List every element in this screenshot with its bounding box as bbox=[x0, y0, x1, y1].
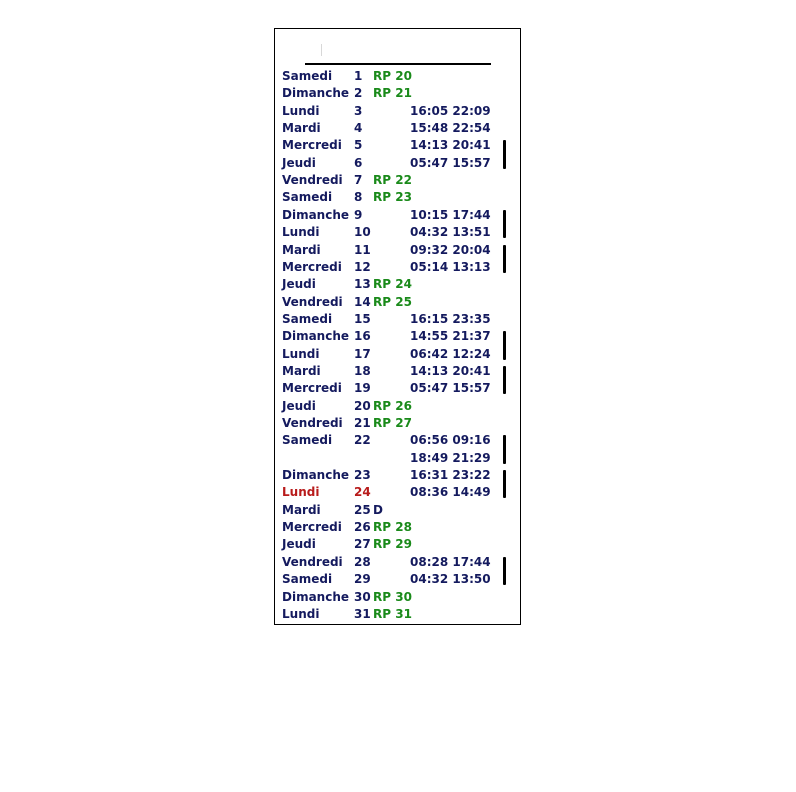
day-name: Mardi bbox=[282, 243, 321, 257]
day-number: 30 bbox=[354, 590, 371, 604]
day-number: 24 bbox=[354, 485, 371, 499]
shift-times: 18:49 21:29 bbox=[410, 451, 491, 465]
bracket-bar bbox=[503, 140, 506, 169]
day-number: 10 bbox=[354, 225, 371, 239]
day-number: 9 bbox=[354, 208, 363, 222]
schedule-row bbox=[275, 554, 520, 571]
schedule-row bbox=[275, 207, 520, 224]
schedule-row bbox=[275, 224, 520, 241]
rest-label: RP 30 bbox=[373, 590, 412, 604]
day-name: Vendredi bbox=[282, 173, 343, 187]
shift-times: 06:42 12:24 bbox=[410, 347, 491, 361]
schedule-panel bbox=[274, 28, 521, 625]
schedule-row bbox=[275, 502, 520, 519]
shift-times: 04:32 13:51 bbox=[410, 225, 491, 239]
bracket-bar bbox=[503, 470, 506, 498]
day-name: Jeudi bbox=[282, 277, 316, 291]
shift-times: 08:36 14:49 bbox=[410, 485, 491, 499]
schedule-row bbox=[275, 519, 520, 536]
rest-label: RP 22 bbox=[373, 173, 412, 187]
schedule-row bbox=[275, 103, 520, 120]
day-name: Mercredi bbox=[282, 381, 342, 395]
rest-label: RP 31 bbox=[373, 607, 412, 621]
schedule-row bbox=[275, 380, 520, 397]
bracket-bar bbox=[503, 331, 506, 360]
schedule-row bbox=[275, 432, 520, 449]
day-number: 29 bbox=[354, 572, 371, 586]
shift-times: 04:32 13:50 bbox=[410, 572, 491, 586]
day-name: Lundi bbox=[282, 485, 320, 499]
shift-times: 10:15 17:44 bbox=[410, 208, 491, 222]
rest-label: RP 21 bbox=[373, 86, 412, 100]
day-number: 5 bbox=[354, 138, 363, 152]
day-number: 23 bbox=[354, 468, 371, 482]
shift-times: 16:05 22:09 bbox=[410, 104, 491, 118]
day-number: 18 bbox=[354, 364, 371, 378]
day-number: 28 bbox=[354, 555, 371, 569]
schedule-row bbox=[275, 294, 520, 311]
rest-label: RP 24 bbox=[373, 277, 412, 291]
schedule-row bbox=[275, 137, 520, 154]
rest-label: RP 29 bbox=[373, 537, 412, 551]
day-name: Mercredi bbox=[282, 260, 342, 274]
shift-times: 14:13 20:41 bbox=[410, 364, 491, 378]
day-number: 19 bbox=[354, 381, 371, 395]
schedule-row bbox=[275, 189, 520, 206]
bracket-bar bbox=[503, 245, 506, 273]
schedule-row bbox=[275, 120, 520, 137]
day-name: Dimanche bbox=[282, 468, 350, 482]
day-number: 21 bbox=[354, 416, 371, 430]
rest-label: RP 26 bbox=[373, 399, 412, 413]
shift-times: 05:47 15:57 bbox=[410, 156, 491, 170]
day-number: 11 bbox=[354, 243, 371, 257]
day-number: 6 bbox=[354, 156, 363, 170]
schedule-row bbox=[275, 68, 520, 85]
day-name: Samedi bbox=[282, 69, 333, 83]
day-number: 4 bbox=[354, 121, 363, 135]
day-name: Mardi bbox=[282, 503, 321, 517]
day-number: 12 bbox=[354, 260, 371, 274]
schedule-row bbox=[275, 85, 520, 102]
day-number: 13 bbox=[354, 277, 371, 291]
day-number: 8 bbox=[354, 190, 363, 204]
schedule-row bbox=[275, 311, 520, 328]
day-name: Lundi bbox=[282, 225, 320, 239]
shift-times: 05:47 15:57 bbox=[410, 381, 491, 395]
shift-times: 08:28 17:44 bbox=[410, 555, 491, 569]
day-number: 31 bbox=[354, 607, 371, 621]
day-name: Mardi bbox=[282, 364, 321, 378]
day-number: 26 bbox=[354, 520, 371, 534]
day-name: Mardi bbox=[282, 121, 321, 135]
schedule-row bbox=[275, 155, 520, 172]
day-number: 1 bbox=[354, 69, 363, 83]
day-name: Vendredi bbox=[282, 416, 343, 430]
day-name: Samedi bbox=[282, 312, 333, 326]
schedule-row bbox=[275, 571, 520, 588]
schedule-row bbox=[275, 172, 520, 189]
day-name: Mercredi bbox=[282, 138, 342, 152]
day-name: Vendredi bbox=[282, 555, 343, 569]
schedule-row bbox=[275, 259, 520, 276]
bracket-bar bbox=[503, 557, 506, 585]
day-name: Dimanche bbox=[282, 208, 350, 222]
day-number: 22 bbox=[354, 433, 371, 447]
schedule-row bbox=[275, 398, 520, 415]
schedule-row bbox=[275, 467, 520, 484]
header-tick bbox=[321, 44, 322, 56]
day-name: Vendredi bbox=[282, 295, 343, 309]
day-number: 25 bbox=[354, 503, 371, 517]
day-name: Jeudi bbox=[282, 537, 316, 551]
day-number: 3 bbox=[354, 104, 363, 118]
day-name: Dimanche bbox=[282, 590, 350, 604]
shift-times: 16:15 23:35 bbox=[410, 312, 491, 326]
schedule-row bbox=[275, 363, 520, 380]
shift-times: 06:56 09:16 bbox=[410, 433, 491, 447]
day-number: 27 bbox=[354, 537, 371, 551]
bracket-bar bbox=[503, 435, 506, 464]
day-number: 14 bbox=[354, 295, 371, 309]
schedule-row bbox=[275, 346, 520, 363]
day-number: 20 bbox=[354, 399, 371, 413]
rest-label: D bbox=[373, 503, 383, 517]
shift-times: 15:48 22:54 bbox=[410, 121, 491, 135]
day-name: Mercredi bbox=[282, 520, 342, 534]
bracket-bar bbox=[503, 210, 506, 238]
schedule-row bbox=[275, 589, 520, 606]
schedule-row bbox=[275, 606, 520, 623]
schedule-row bbox=[275, 276, 520, 293]
rest-label: RP 28 bbox=[373, 520, 412, 534]
day-name: Dimanche bbox=[282, 329, 350, 343]
shift-times: 09:32 20:04 bbox=[410, 243, 491, 257]
day-name: Dimanche bbox=[282, 86, 350, 100]
schedule-row bbox=[275, 415, 520, 432]
day-name: Samedi bbox=[282, 190, 333, 204]
shift-times: 14:13 20:41 bbox=[410, 138, 491, 152]
rest-label: RP 27 bbox=[373, 416, 412, 430]
header-rule bbox=[305, 63, 491, 65]
bracket-bar bbox=[503, 366, 506, 394]
shift-times: 05:14 13:13 bbox=[410, 260, 491, 274]
schedule-row bbox=[275, 328, 520, 345]
day-name: Lundi bbox=[282, 607, 320, 621]
day-number: 17 bbox=[354, 347, 371, 361]
day-number: 16 bbox=[354, 329, 371, 343]
schedule-row bbox=[275, 242, 520, 259]
shift-times: 16:31 23:22 bbox=[410, 468, 491, 482]
rest-label: RP 23 bbox=[373, 190, 412, 204]
day-number: 15 bbox=[354, 312, 371, 326]
schedule-row bbox=[275, 484, 520, 501]
day-name: Lundi bbox=[282, 104, 320, 118]
schedule-row bbox=[275, 536, 520, 553]
rest-label: RP 25 bbox=[373, 295, 412, 309]
day-name: Jeudi bbox=[282, 399, 316, 413]
rest-label: RP 20 bbox=[373, 69, 412, 83]
day-number: 2 bbox=[354, 86, 363, 100]
day-name: Lundi bbox=[282, 347, 320, 361]
day-name: Jeudi bbox=[282, 156, 316, 170]
day-name: Samedi bbox=[282, 572, 333, 586]
day-name: Samedi bbox=[282, 433, 333, 447]
day-number: 7 bbox=[354, 173, 363, 187]
schedule-row bbox=[275, 450, 520, 467]
shift-times: 14:55 21:37 bbox=[410, 329, 491, 343]
